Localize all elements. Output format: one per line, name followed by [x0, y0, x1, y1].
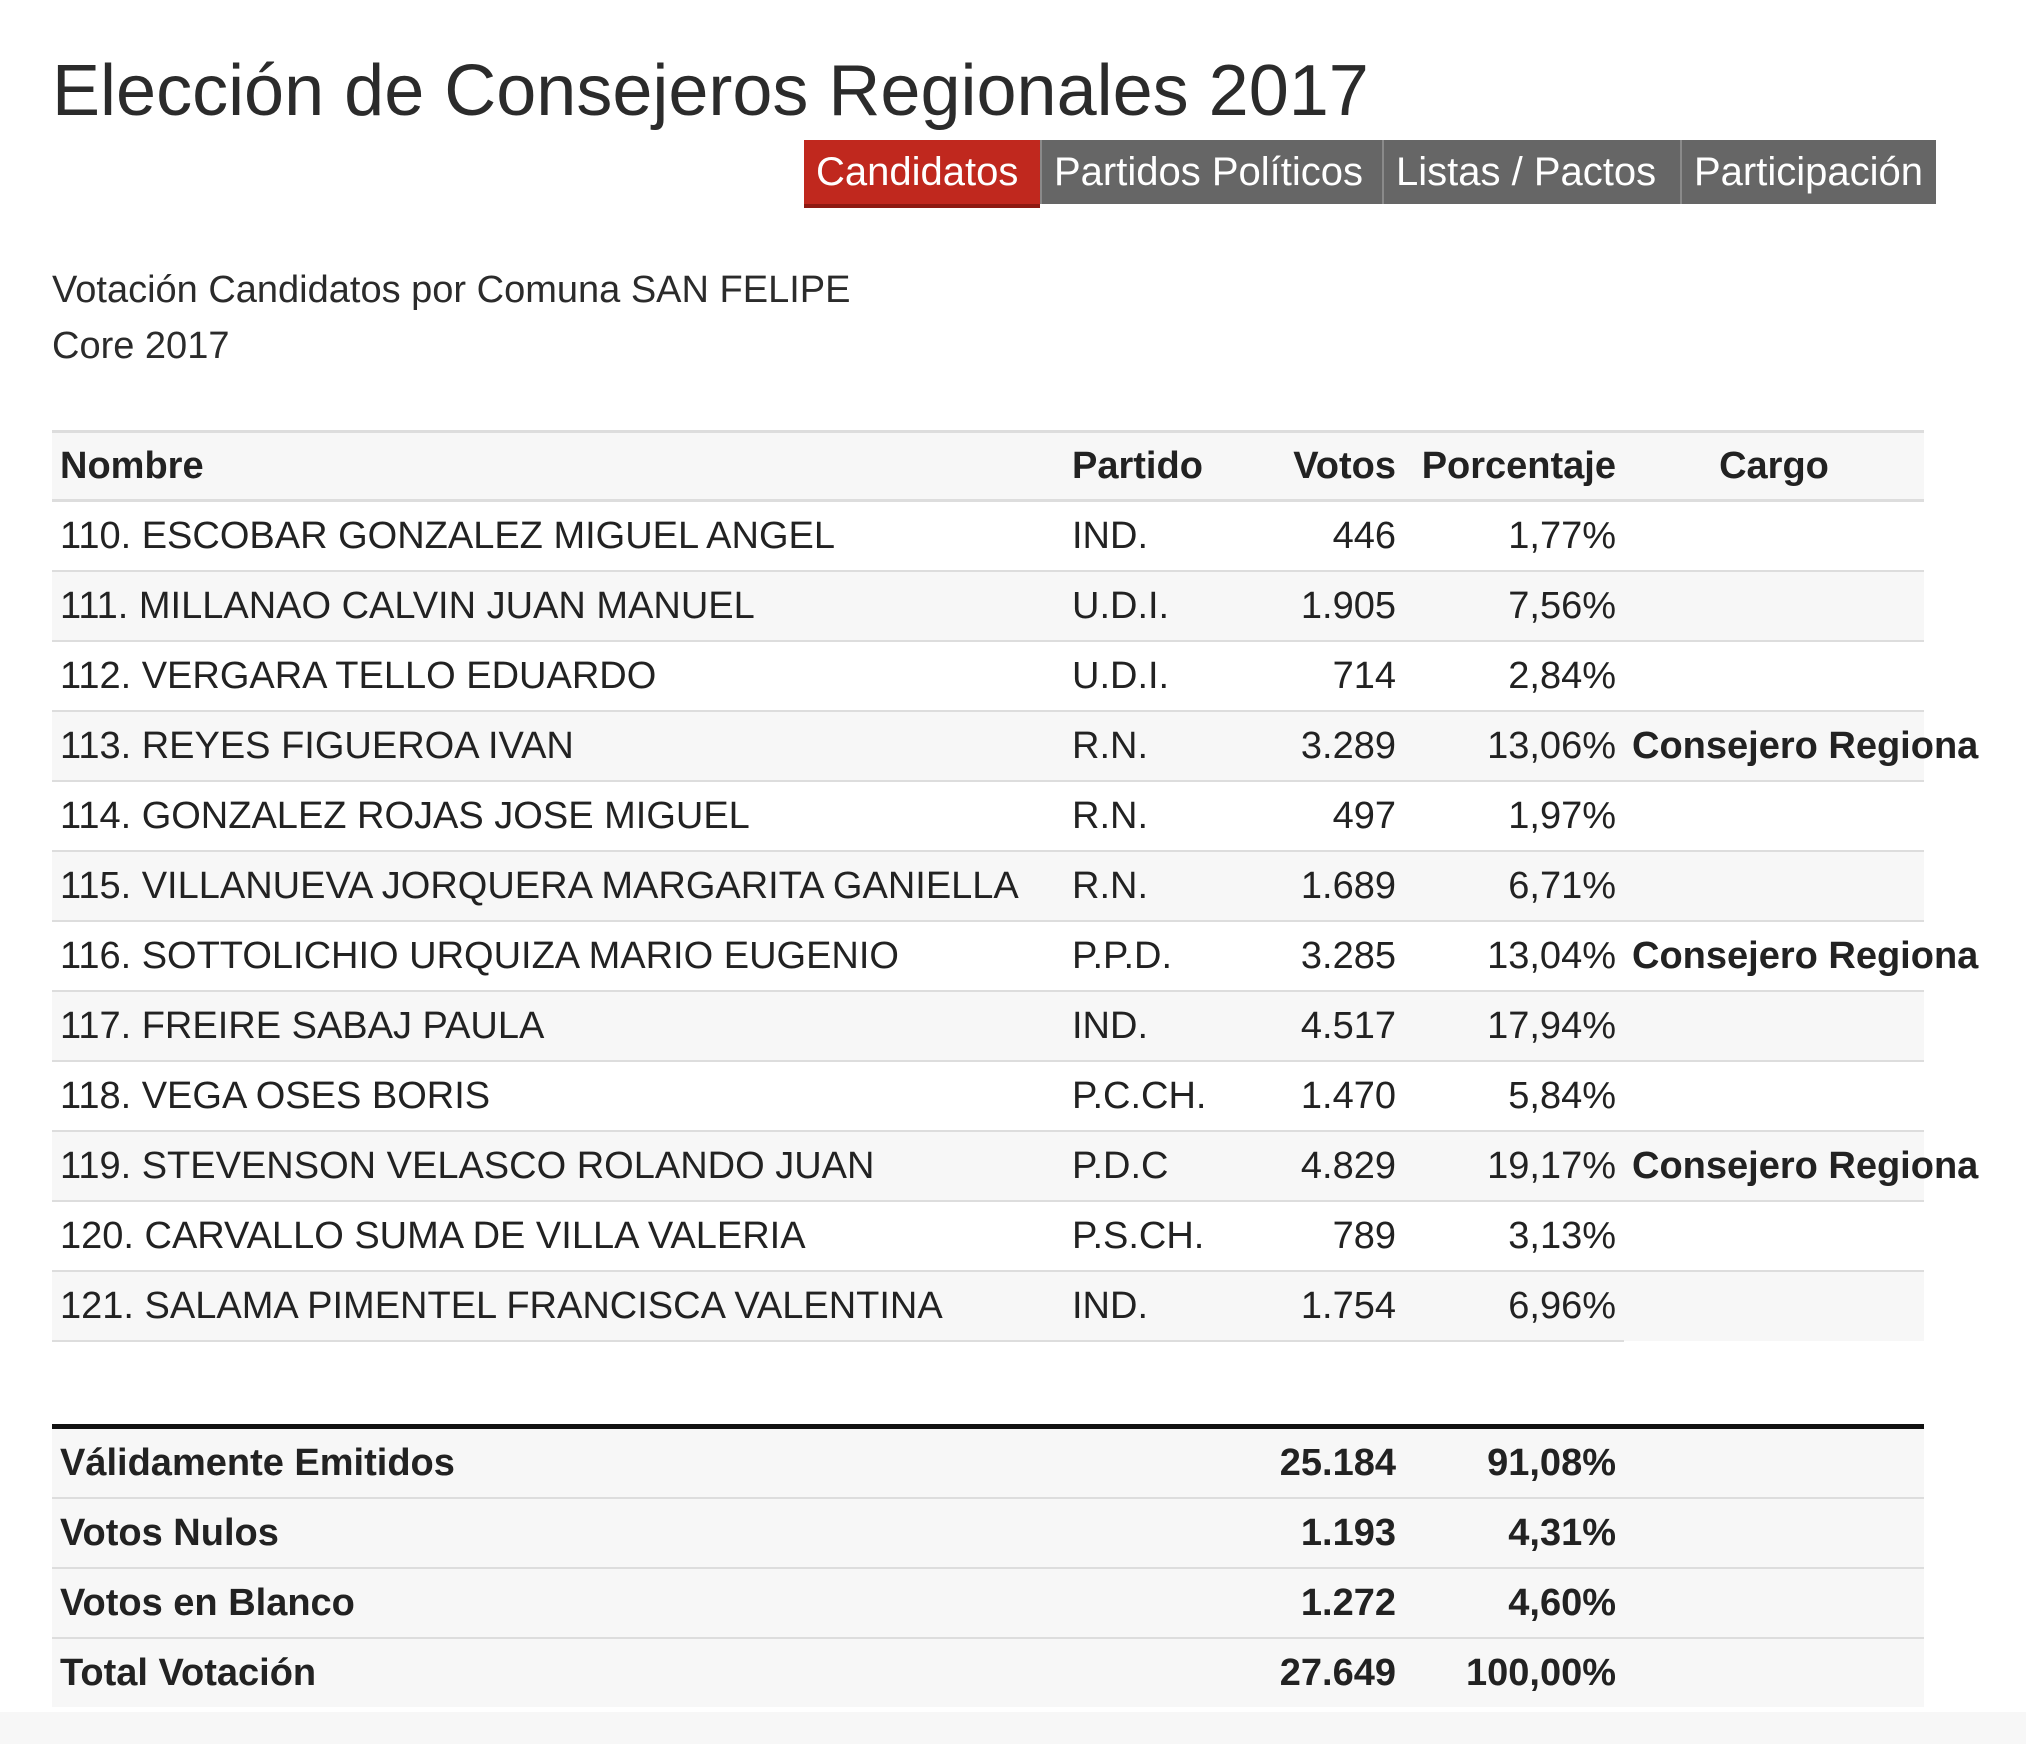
totals-votes: 1.272: [1224, 1568, 1404, 1638]
candidate-percent: 6,71%: [1404, 851, 1624, 921]
candidate-party: P.C.CH.: [1064, 1061, 1224, 1131]
candidate-name: 117. FREIRE SABAJ PAULA: [52, 991, 1064, 1061]
tab-candidatos[interactable]: Candidatos: [804, 140, 1040, 208]
candidate-percent: 1,77%: [1404, 501, 1624, 572]
candidate-percent: 5,84%: [1404, 1061, 1624, 1131]
page-footer-bar: [0, 1712, 2026, 1744]
candidate-cargo: Consejero Regiona: [1624, 711, 1924, 781]
candidate-name: 111. MILLANAO CALVIN JUAN MANUEL: [52, 571, 1064, 641]
candidate-cargo: [1624, 1271, 1924, 1341]
candidate-party: P.S.CH.: [1064, 1201, 1224, 1271]
candidate-votes: 1.754: [1224, 1271, 1404, 1341]
candidate-cargo: Consejero Regiona: [1624, 921, 1924, 991]
tab-partidos-politicos[interactable]: Partidos Políticos: [1040, 140, 1382, 204]
table-row: [52, 781, 1924, 851]
totals-label: Votos en Blanco: [52, 1568, 1064, 1638]
candidate-cargo: [1624, 1061, 1924, 1131]
totals-label: Válidamente Emitidos: [52, 1427, 1064, 1499]
subtitle-commune: Votación Candidatos por Comuna SAN FELIPE: [52, 269, 851, 311]
header-cargo: Cargo: [1624, 432, 1924, 501]
candidate-name: 115. VILLANUEVA JORQUERA MARGARITA GANIELLA: [52, 851, 1064, 921]
candidate-party: R.N.: [1064, 711, 1224, 781]
totals-label: Votos Nulos: [52, 1498, 1064, 1568]
header-partido: Partido: [1064, 432, 1224, 501]
candidate-votes: 1.905: [1224, 571, 1404, 641]
candidate-party: U.D.I.: [1064, 571, 1224, 641]
candidate-votes: 4.829: [1224, 1131, 1404, 1201]
candidate-name: 119. STEVENSON VELASCO ROLANDO JUAN: [52, 1131, 1064, 1201]
candidate-percent: 1,97%: [1404, 781, 1624, 851]
totals-row: [52, 1568, 1924, 1638]
candidates-table: [52, 430, 1979, 1342]
candidate-name: 110. ESCOBAR GONZALEZ MIGUEL ANGEL: [52, 501, 1064, 572]
candidate-votes: 3.289: [1224, 711, 1404, 781]
candidate-votes: 714: [1224, 641, 1404, 711]
totals-votes: 27.649: [1224, 1638, 1404, 1707]
candidate-percent: 13,04%: [1404, 921, 1624, 991]
candidate-name: 113. REYES FIGUEROA IVAN: [52, 711, 1064, 781]
totals-label: Total Votación: [52, 1638, 1064, 1707]
totals-percent: 4,31%: [1404, 1498, 1624, 1568]
candidate-party: U.D.I.: [1064, 641, 1224, 711]
candidate-cargo: [1624, 781, 1924, 851]
candidate-party: IND.: [1064, 991, 1224, 1061]
candidate-votes: 3.285: [1224, 921, 1404, 991]
candidate-percent: 2,84%: [1404, 641, 1624, 711]
table-header-row: [52, 432, 1924, 501]
table-row: [52, 1131, 1924, 1201]
tab-listas-pactos[interactable]: Listas / Pactos: [1382, 140, 1680, 204]
candidate-party: R.N.: [1064, 851, 1224, 921]
results-subtitle: [52, 262, 850, 374]
candidate-cargo: [1624, 991, 1924, 1061]
candidate-percent: 19,17%: [1404, 1131, 1624, 1201]
candidate-percent: 7,56%: [1404, 571, 1624, 641]
totals-row: [52, 1638, 1924, 1707]
header-porcentaje: Porcentaje: [1404, 432, 1624, 501]
candidate-cargo: [1624, 851, 1924, 921]
candidate-party: IND.: [1064, 501, 1224, 572]
candidate-name: 112. VERGARA TELLO EDUARDO: [52, 641, 1064, 711]
subtitle-election: Core 2017: [52, 325, 230, 367]
totals-votes: 1.193: [1224, 1498, 1404, 1568]
candidate-votes: 446: [1224, 501, 1404, 572]
table-row: [52, 991, 1924, 1061]
totals-table: [52, 1424, 1924, 1707]
candidate-votes: 1.470: [1224, 1061, 1404, 1131]
candidate-name: 120. CARVALLO SUMA DE VILLA VALERIA: [52, 1201, 1064, 1271]
candidate-name: 114. GONZALEZ ROJAS JOSE MIGUEL: [52, 781, 1064, 851]
header-votos: Votos: [1224, 432, 1404, 501]
totals-percent: 100,00%: [1404, 1638, 1624, 1707]
candidate-cargo: [1624, 641, 1924, 711]
totals-row: [52, 1498, 1924, 1568]
table-row: [52, 501, 1924, 572]
candidate-cargo: [1624, 1201, 1924, 1271]
table-row: [52, 1271, 1924, 1341]
table-row: [52, 1201, 1924, 1271]
candidate-percent: 17,94%: [1404, 991, 1624, 1061]
table-row: [52, 921, 1924, 991]
totals-percent: 4,60%: [1404, 1568, 1624, 1638]
totals-votes: 25.184: [1224, 1427, 1404, 1499]
candidate-party: P.D.C: [1064, 1131, 1224, 1201]
candidates-table-container: [52, 430, 1979, 1342]
page-title: Elección de Consejeros Regionales 2017: [52, 51, 1369, 131]
header-nombre: Nombre: [52, 432, 1064, 501]
candidate-votes: 4.517: [1224, 991, 1404, 1061]
candidate-percent: 3,13%: [1404, 1201, 1624, 1271]
candidate-percent: 6,96%: [1404, 1271, 1624, 1341]
table-row: [52, 641, 1924, 711]
candidate-party: R.N.: [1064, 781, 1224, 851]
candidate-party: IND.: [1064, 1271, 1224, 1341]
candidate-cargo: Consejero Regiona: [1624, 1131, 1924, 1201]
totals-table-container: [52, 1424, 1924, 1707]
table-row: [52, 711, 1924, 781]
tab-participacion[interactable]: Participación: [1680, 140, 1936, 204]
table-row: [52, 851, 1924, 921]
candidate-name: 118. VEGA OSES BORIS: [52, 1061, 1064, 1131]
table-row: [52, 571, 1924, 641]
candidate-party: P.P.D.: [1064, 921, 1224, 991]
candidate-votes: 497: [1224, 781, 1404, 851]
candidate-votes: 1.689: [1224, 851, 1404, 921]
candidate-cargo: [1624, 501, 1924, 572]
candidate-cargo: [1624, 571, 1924, 641]
candidate-percent: 13,06%: [1404, 711, 1624, 781]
candidate-votes: 789: [1224, 1201, 1404, 1271]
candidate-name: 116. SOTTOLICHIO URQUIZA MARIO EUGENIO: [52, 921, 1064, 991]
candidate-name: 121. SALAMA PIMENTEL FRANCISCA VALENTINA: [52, 1271, 1064, 1341]
results-tabs: [804, 140, 1936, 208]
table-row: [52, 1061, 1924, 1131]
totals-row: [52, 1427, 1924, 1499]
totals-percent: 91,08%: [1404, 1427, 1624, 1499]
